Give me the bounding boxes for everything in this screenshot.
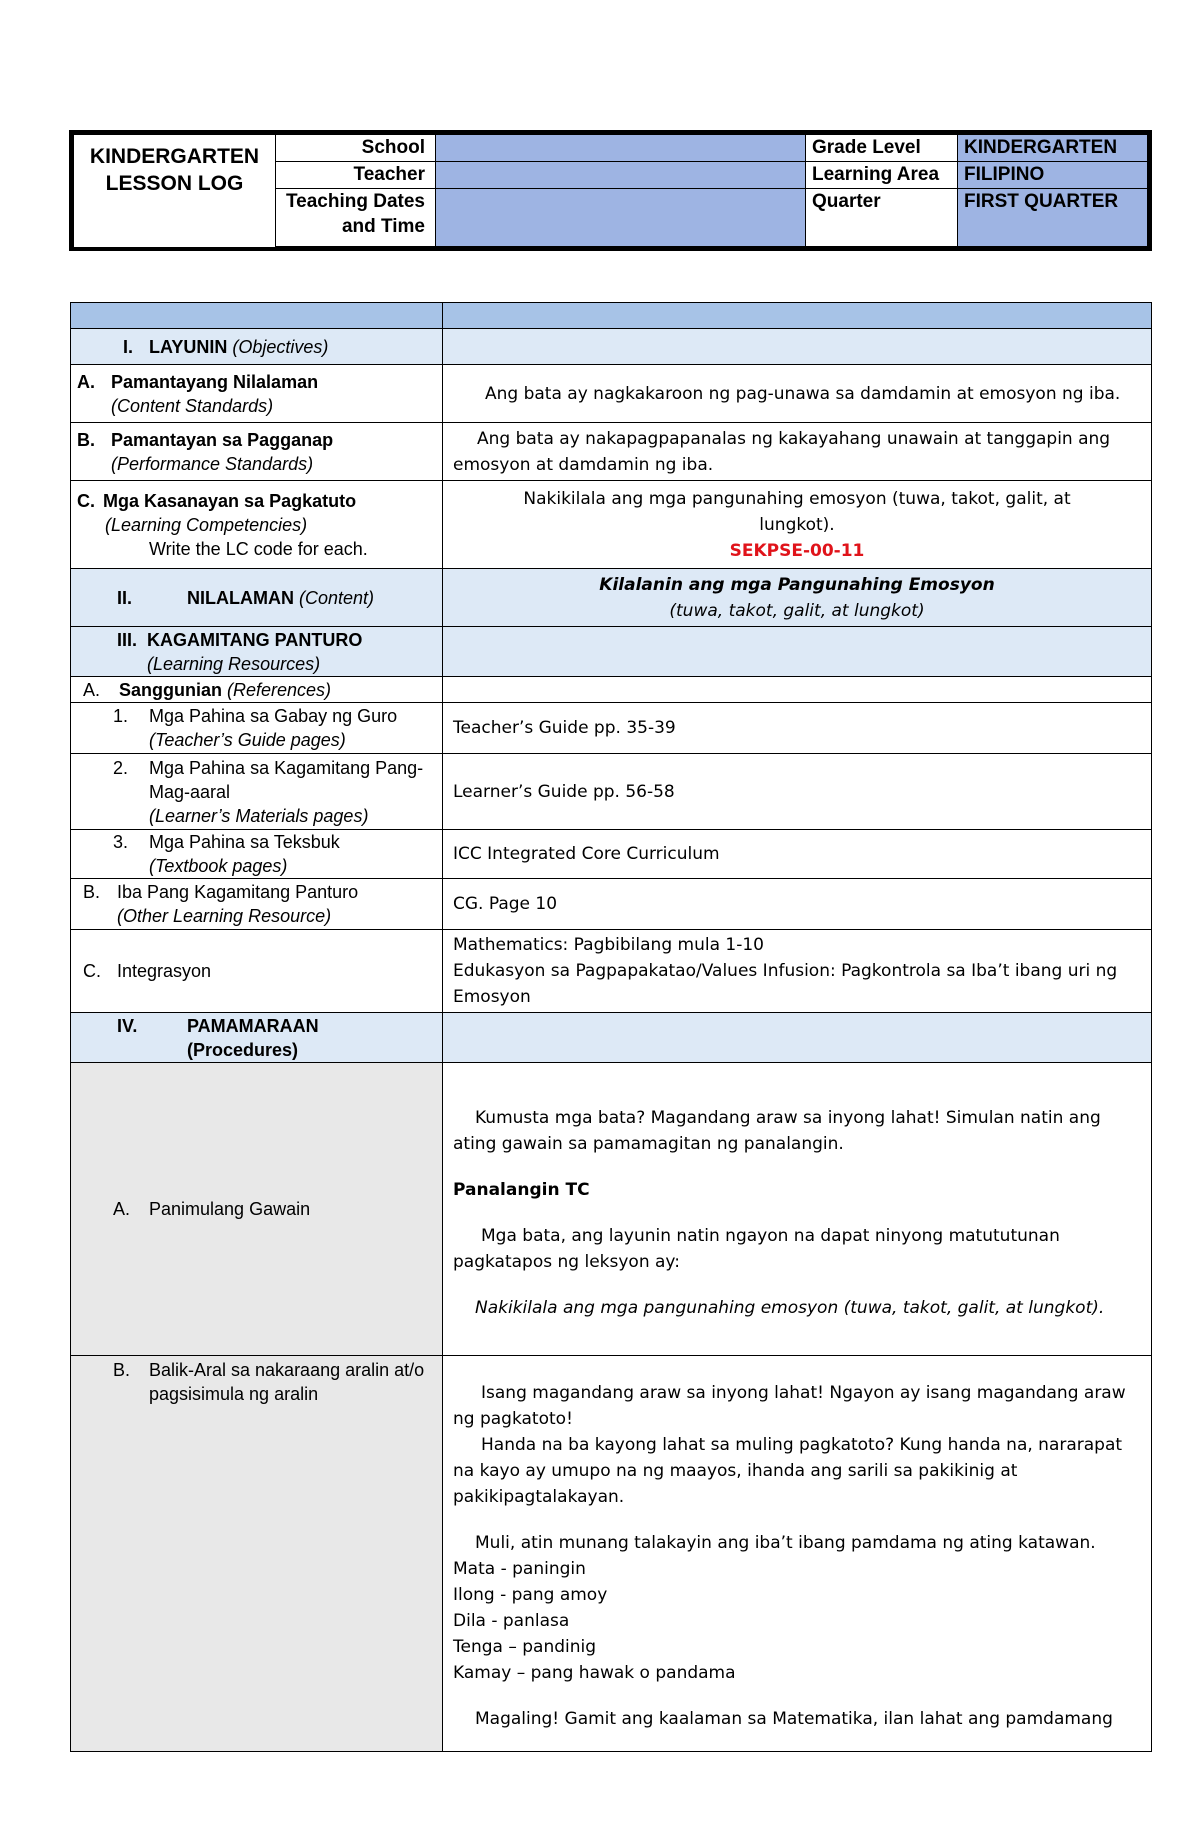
- senses-list-item: Mata - paningin: [453, 1559, 586, 1579]
- learners-materials-value: Learner’s Guide pp. 56-58: [443, 754, 1152, 830]
- log-title: KINDERGARTEN LESSON LOG: [74, 135, 276, 247]
- grade-level-label: Grade Level: [806, 135, 958, 162]
- lesson-objective: Nakikilala ang mga pangunahing emosyon (tuwa, takot, galit, at lungkot).: [475, 1298, 1105, 1318]
- table-row: 3. Mga Pahina sa Teksbuk (Textbook pages) ICC Integrated Core Curriculum: [71, 830, 1152, 879]
- teachers-guide-label: Mga Pahina sa Gabay ng Guro: [149, 706, 398, 726]
- table-row: B. Iba Pang Kagamitang Panturo (Other Learning Resource) CG. Page 10: [71, 879, 1152, 930]
- school-label: School: [276, 135, 436, 162]
- section-objectives: I. LAYUNIN (Objectives): [71, 329, 1152, 365]
- references-label: Sanggunian: [119, 679, 222, 700]
- learning-area-value: FILIPINO: [958, 162, 1148, 189]
- teaching-dates-field[interactable]: [436, 189, 806, 247]
- procedures-title: PAMAMARAAN: [187, 1015, 319, 1036]
- integration-value: Mathematics: Pagbibilang mula 1-10 Edukasyon sa Pagpapakatao/Values Infusion: Pagkontrola sa Iba’t ibang uri ng Emosyon: [443, 930, 1152, 1013]
- integration-label: Integrasyon: [117, 961, 212, 981]
- table-row: C. Mga Kasanayan sa Pagkatuto (Learning Competencies) Write the LC code for each. Nakikilala ang mga pangunahing emosyon (tuwa, takot, galit, at lungkot). SEKPSE-00-11: [71, 481, 1152, 569]
- teacher-field[interactable]: [436, 162, 806, 189]
- performance-standards-value: Ang bata ay nakapagpapanalas ng kakayahang unawain at tanggapin ang emosyon at damdamin ng iba.: [443, 423, 1152, 481]
- content-standards-value: Ang bata ay nagkakaroon ng pag-unawa sa damdamin at emosyon ng iba.: [443, 365, 1152, 423]
- table-row: 1. Mga Pahina sa Gabay ng Guro (Teacher’s Guide pages) Teacher’s Guide pp. 35-39: [71, 703, 1152, 754]
- introductory-activity-label: Panimulang Gawain: [149, 1199, 311, 1219]
- quarter-value: FIRST QUARTER: [958, 189, 1148, 247]
- lesson-table: [70, 302, 1152, 1752]
- section-learning-resources: III. KAGAMITANG PANTURO (Learning Resources): [71, 627, 1152, 677]
- table-row: A. Sanggunian (References): [71, 677, 1152, 703]
- objectives-title: LAYUNIN: [149, 336, 228, 357]
- teaching-dates-label: Teaching Dates and Time: [276, 189, 436, 247]
- resources-title: KAGAMITANG PANTURO: [147, 629, 363, 650]
- table-row: 2. Mga Pahina sa Kagamitang Pang- Mag-aaral (Learner’s Materials pages) Learner’s Guide pp. 56-58: [71, 754, 1152, 830]
- review-label: Balik-Aral sa nakaraang aralin at/o: [149, 1360, 425, 1380]
- header-table: [69, 130, 1152, 251]
- other-resources-value: CG. Page 10: [443, 879, 1152, 930]
- content-standards-label: Pamantayang Nilalaman: [111, 371, 319, 392]
- performance-standards-label: Pamantayan sa Pagganap: [111, 429, 334, 450]
- grade-level-value: KINDERGARTEN: [958, 135, 1148, 162]
- table-row: A. Pamantayang Nilalaman (Content Standards) Ang bata ay nagkakaroon ng pag-unawa sa damdamin at emosyon ng iba.: [71, 365, 1152, 423]
- senses-list-item: Ilong - pang amoy: [453, 1585, 608, 1605]
- senses-list-item: Kamay – pang hawak o pandama: [453, 1663, 736, 1683]
- introductory-activity-value: Kumusta mga bata? Magandang araw sa inyong lahat! Simulan natin ang ating gawain sa pamamagitan ng panalangin. Panalangin TC Mga bata, ang layunin natin ngayon na dapat ninyong matututunan pagkatapos ng leksyon ay: Nakikilala ang mga pangunahing emosyon (tuwa, takot, galit, at lungkot).: [443, 1063, 1152, 1356]
- content-value: Kilalanin ang mga Pangunahing Emosyon (tuwa, takot, galit, at lungkot): [443, 569, 1152, 627]
- learning-area-label: Learning Area: [806, 162, 958, 189]
- table-row: C. Integrasyon Mathematics: Pagbibilang mula 1-10 Edukasyon sa Pagpapakatao/Values Infusion: Pagkontrola sa Iba’t ibang uri ng Emosyon: [71, 930, 1152, 1013]
- table-row: A. Panimulang Gawain Kumusta mga bata? Magandang araw sa inyong lahat! Simulan natin ang ating gawain sa pamamagitan ng panalangin. Panalangin TC Mga bata, ang layunin natin ngayon na dapat ninyong matututunan pagkatapos ng leksyon ay: Nakikilala ang mga pangunahing emosyon (tuwa, takot, galit, at lungkot).: [71, 1063, 1152, 1356]
- table-head-left: [71, 303, 443, 329]
- table-row: B. Balik-Aral sa nakaraang aralin at/o pagsisimula ng aralin Isang magandang araw sa inyong lahat! Ngayon ay isang magandang araw ng pagkatoto! Handa na ba kayong lahat sa muling pagkatoto? Kung handa na, nararapat na kayo ay umupo na ng maayos, ihanda ang sarili sa pakikinig at pakikipagtalakayan. Muli, atin munang talakayin ang iba’t ibang pamdama ng ating katawan. Mata - paningin Ilong - pang amoy Dila - panlasa Tenga – pandinig Kamay – pang hawak o pandama Magaling! Gamit ang kaalaman sa Matematika, ilan lahat ang pamdamang: [71, 1356, 1152, 1752]
- senses-list-item: Tenga – pandinig: [453, 1637, 597, 1657]
- teacher-label: Teacher: [276, 162, 436, 189]
- learning-competencies-label: Mga Kasanayan sa Pagkatuto: [103, 490, 357, 511]
- quarter-label: Quarter: [806, 189, 958, 247]
- textbook-value: ICC Integrated Core Curriculum: [443, 830, 1152, 879]
- other-resources-label: Iba Pang Kagamitang Panturo: [117, 882, 359, 902]
- learning-competencies-value: Nakikilala ang mga pangunahing emosyon (tuwa, takot, galit, at lungkot). SEKPSE-00-11: [443, 481, 1152, 569]
- content-title: NILALAMAN: [187, 587, 294, 608]
- section-procedures: IV. PAMAMARAAN (Procedures): [71, 1013, 1152, 1063]
- school-field[interactable]: [436, 135, 806, 162]
- textbook-label: Mga Pahina sa Teksbuk: [149, 832, 340, 852]
- section-content: II. NILALAMAN (Content) Kilalanin ang mga Pangunahing Emosyon (tuwa, takot, galit, at lungkot): [71, 569, 1152, 627]
- review-value: Isang magandang araw sa inyong lahat! Ngayon ay isang magandang araw ng pagkatoto! Handa na ba kayong lahat sa muling pagkatoto? Kung handa na, nararapat na kayo ay umupo na ng maayos, ihanda ang sarili sa pakikinig at pakikipagtalakayan. Muli, atin munang talakayin ang iba’t ibang pamdama ng ating katawan. Mata - paningin Ilong - pang amoy Dila - panlasa Tenga – pandinig Kamay – pang hawak o pandama Magaling! Gamit ang kaalaman sa Matematika, ilan lahat ang pamdamang: [443, 1356, 1152, 1752]
- senses-list-item: Dila - panlasa: [453, 1611, 570, 1631]
- learners-materials-label: Mga Pahina sa Kagamitang Pang-: [149, 757, 424, 778]
- teachers-guide-value: Teacher’s Guide pp. 35-39: [443, 703, 1152, 754]
- lc-code: SEKPSE-00-11: [729, 540, 865, 561]
- prayer-heading: Panalangin TC: [453, 1180, 590, 1200]
- table-row: B. Pamantayan sa Pagganap (Performance Standards) Ang bata ay nakapagpapanalas ng kakayahang unawain at tanggapin ang emosyon at damdamin ng iba.: [71, 423, 1152, 481]
- table-head-right: [443, 303, 1152, 329]
